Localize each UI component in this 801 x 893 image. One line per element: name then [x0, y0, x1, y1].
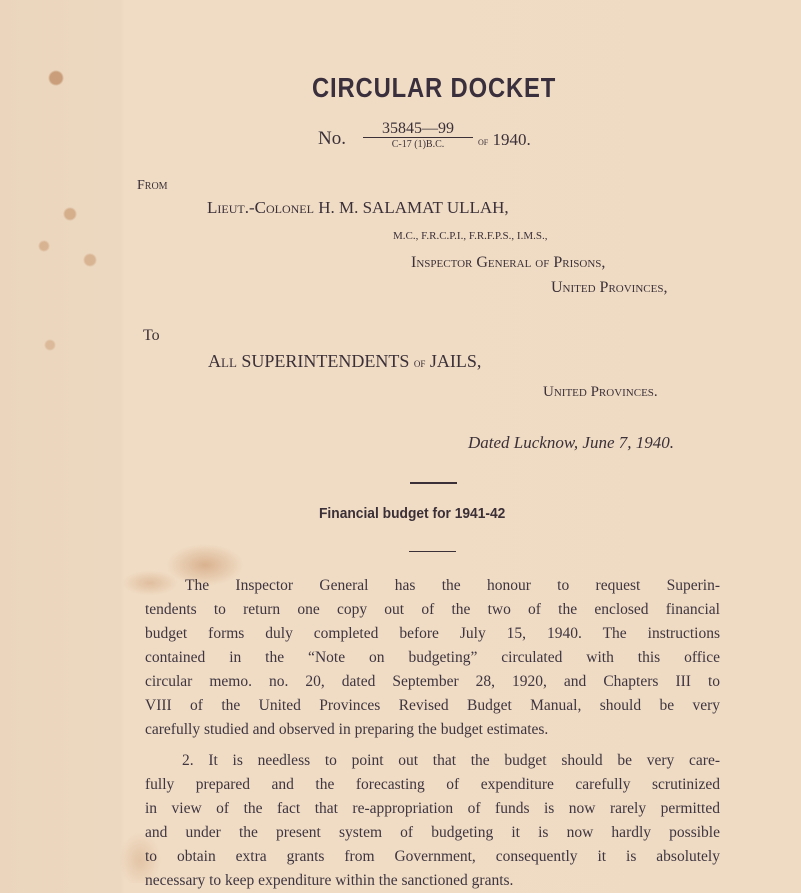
paragraph-line: budget forms duly completed before July 15, 1940. The instructions	[145, 625, 720, 642]
recipient-main: SUPERINTENDENTS	[241, 351, 410, 371]
document-title: CIRCULAR DOCKET	[312, 72, 557, 103]
recipient-prefix: All	[208, 351, 237, 371]
paragraph-line: in view of the fact that re-appropriation of funds is now rarely permitted	[145, 800, 720, 817]
paragraph-line: The Inspector General has the honour to request Superin-	[185, 577, 720, 594]
docket-of-label: of	[478, 136, 489, 148]
divider-rule-bottom	[409, 551, 456, 552]
paragraph-line: fully prepared and the forecasting of expenditure carefully scrutinized	[145, 776, 720, 793]
paragraph-1	[145, 574, 720, 742]
to-label: To	[143, 327, 160, 344]
recipient-end: JAILS,	[429, 351, 482, 371]
sender-qualifications: M.C., F.R.C.P.I., F.R.F.P.S., I.M.S.,	[393, 230, 548, 242]
docket-year	[478, 130, 531, 150]
docket-number-fraction	[363, 120, 473, 151]
paragraph-2	[145, 749, 720, 893]
sender-name: Lieut.-Colonel H. M. SALAMAT ULLAH,	[207, 198, 509, 217]
paragraph-line: 2. It is needless to point out that the budget should be very care-	[182, 752, 720, 769]
docket-number-numerator: 35845—99	[363, 120, 473, 138]
sender-region: United Provinces,	[551, 279, 668, 296]
from-label: From	[137, 178, 168, 193]
recipient-name	[208, 351, 481, 372]
docket-year-value: 1940.	[492, 130, 531, 149]
docket-number-prefix: No.	[318, 128, 346, 149]
subject-heading: Financial budget for 1941-42	[319, 505, 506, 522]
dated-line: Dated Lucknow, June 7, 1940.	[468, 433, 675, 452]
paragraph-line: contained in the “Note on budgeting” circulated with this office	[145, 649, 720, 666]
paragraph-line: and under the present system of budgeting it is now hardly possible	[145, 824, 720, 841]
recipient-region: United Provinces.	[543, 384, 658, 400]
paragraph-line: VIII of the United Provinces Revised Budget Manual, should be very	[145, 697, 720, 714]
paragraph-line: necessary to keep expenditure within the sanctioned grants.	[145, 872, 514, 889]
divider-rule-top	[410, 482, 457, 484]
sender-title: Inspector General of Prisons,	[411, 254, 606, 271]
paragraph-line: circular memo. no. 20, dated September 28, 1920, and Chapters III to	[145, 673, 720, 690]
paragraph-line: carefully studied and observed in preparing the budget estimates.	[145, 721, 549, 738]
recipient-of: of	[413, 355, 426, 370]
paragraph-line: to obtain extra grants from Government, consequently it is absolutely	[145, 848, 720, 865]
docket-number-denominator: C-17 (1)B.C.	[391, 139, 445, 150]
paragraph-line: tendents to return one copy out of the two of the enclosed financial	[145, 601, 720, 618]
